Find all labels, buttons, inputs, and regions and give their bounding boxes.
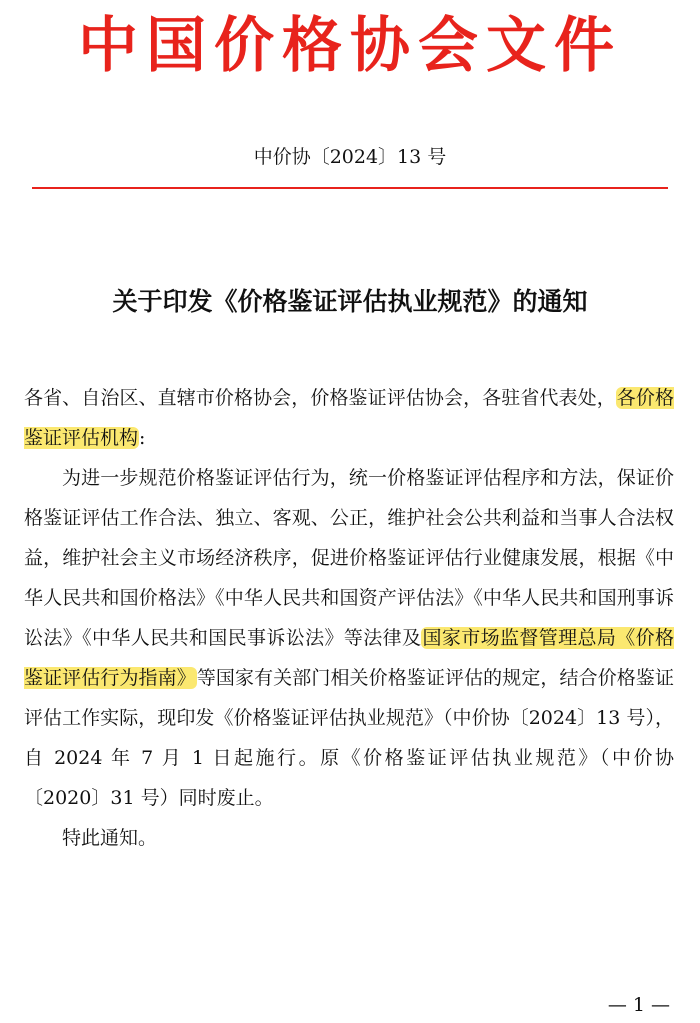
header-divider [32,187,668,189]
main-paragraph-end: 等国家有关部门相关价格鉴证评估的规定，结合价格鉴证评估工作实际，现印发《价格鉴证评估执业规范》（中价协〔2024〕13 号），自 2024 年 7 月 1 日起施行。原《价格鉴证评估执业规范》（中价协〔2020〕31 号）同时废止。 [24,667,674,809]
page-number: — 1 — [607,994,670,1016]
main-paragraph-highlight: 国家市场监督管理总局《价格鉴证评估行为指南》 [24,627,674,689]
main-paragraph [24,458,674,818]
document-header-title: 中国价格协会文件 [78,11,622,81]
notice-body [24,378,674,858]
addressee-highlight: 各价格鉴证评估机构 [24,387,674,449]
addressee-paragraph [24,378,674,458]
notice-title: 关于印发《价格鉴证评估执业规范》的通知 [112,287,588,316]
addressee-suffix: : [139,427,146,449]
closing-line: 特此通知。 [62,827,158,849]
main-paragraph-start: 为进一步规范价格鉴证评估行为，统一价格鉴证评估程序和方法，保证价格鉴证评估工作合法、独立、客观、公正，维护社会公共利益和当事人合法权益，维护社会主义市场经济秩序，促进价格鉴证评估行业健康发展，根据《中华人民共和国价格法》《中华人民共和国资产评估法》《中华人民共和国刑事诉讼法》《中华人民共和国民事诉讼法》等法律及 [24,467,674,649]
addressee-prefix: 各省、自治区、直辖市价格协会，价格鉴证评估协会，各驻省代表处， [24,387,616,409]
document-number: 中价协〔2024〕13 号 [253,146,447,168]
